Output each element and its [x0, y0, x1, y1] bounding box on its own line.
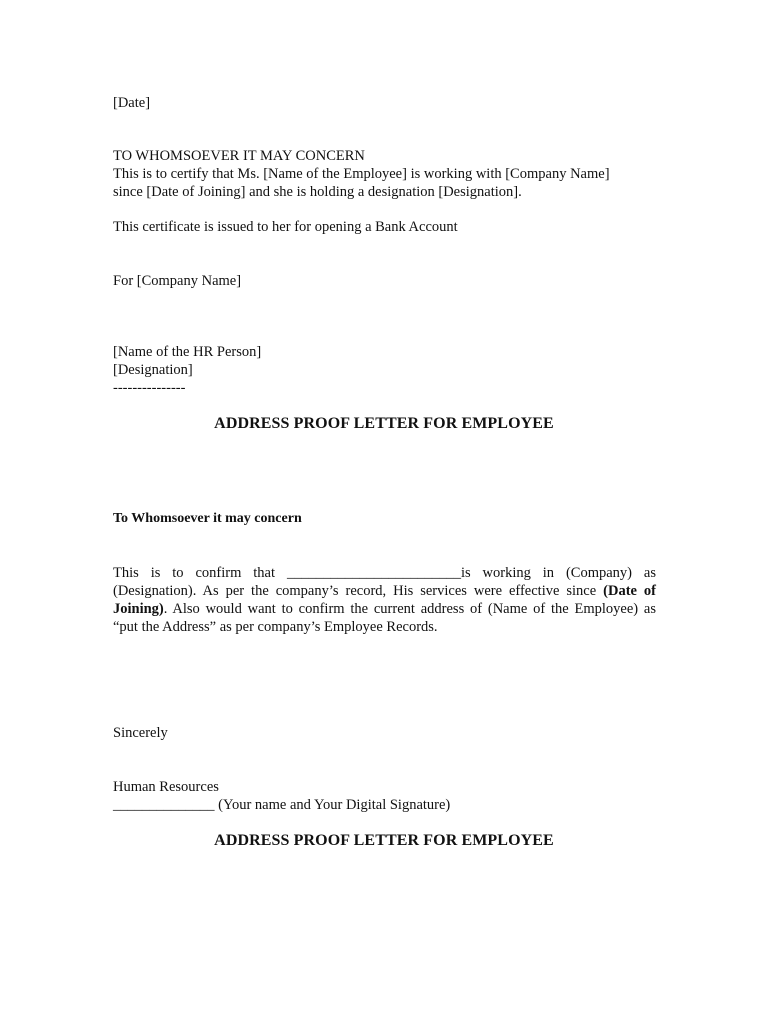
hr-designation-placeholder: [Designation] — [113, 362, 193, 378]
confirm-address-text: . Also would want to confirm the current address of (Name of the Employee) as — [163, 601, 656, 617]
salutation-caps: TO WHOMSOEVER IT MAY CONCERN — [113, 148, 365, 164]
address-proof-title-1: ADDRESS PROOF LETTER FOR EMPLOYEE — [214, 415, 554, 432]
paragraph-line-2 — [113, 582, 656, 600]
employee-name-blank: ________________________ — [286, 565, 461, 581]
hr-name-placeholder: [Name of the HR Person] — [113, 344, 262, 360]
separator-dashes: --------------- — [113, 380, 186, 396]
paragraph-line-3 — [113, 600, 656, 618]
closing-sincerely: Sincerely — [113, 725, 168, 741]
date-placeholder: [Date] — [113, 95, 151, 111]
working-in-text: is working in (Company) as — [460, 565, 657, 581]
services-text: (Designation). As per the company’s record, His services were effective since — [113, 583, 597, 599]
signature-line — [113, 796, 450, 814]
certify-line-1: This is to certify that Ms. [Name of the Employee] is working with [Company Name] — [113, 166, 610, 182]
confirmation-paragraph — [113, 564, 656, 636]
for-company-line: For [Company Name] — [113, 273, 242, 289]
paragraph-line-1 — [113, 564, 656, 582]
signature-note: (Your name and Your Digital Signature) — [214, 797, 451, 813]
paragraph-line-4: “put the Address” as per company’s Employee Records. — [113, 619, 438, 635]
signature-blank: ______________ — [113, 797, 215, 813]
address-proof-title-2: ADDRESS PROOF LETTER FOR EMPLOYEE — [214, 832, 554, 849]
certify-line-2: since [Date of Joining] and she is holding a designation [Designation]. — [113, 184, 522, 200]
salutation-bold: To Whomsoever it may concern — [113, 511, 302, 526]
date-of-joining-bold-a: (Date of — [603, 583, 656, 599]
date-of-joining-bold-b: Joining) — [113, 601, 164, 617]
department-line: Human Resources — [113, 779, 219, 795]
confirm-text: This is to confirm that — [113, 565, 276, 581]
purpose-line: This certificate is issued to her for opening a Bank Account — [113, 219, 458, 235]
